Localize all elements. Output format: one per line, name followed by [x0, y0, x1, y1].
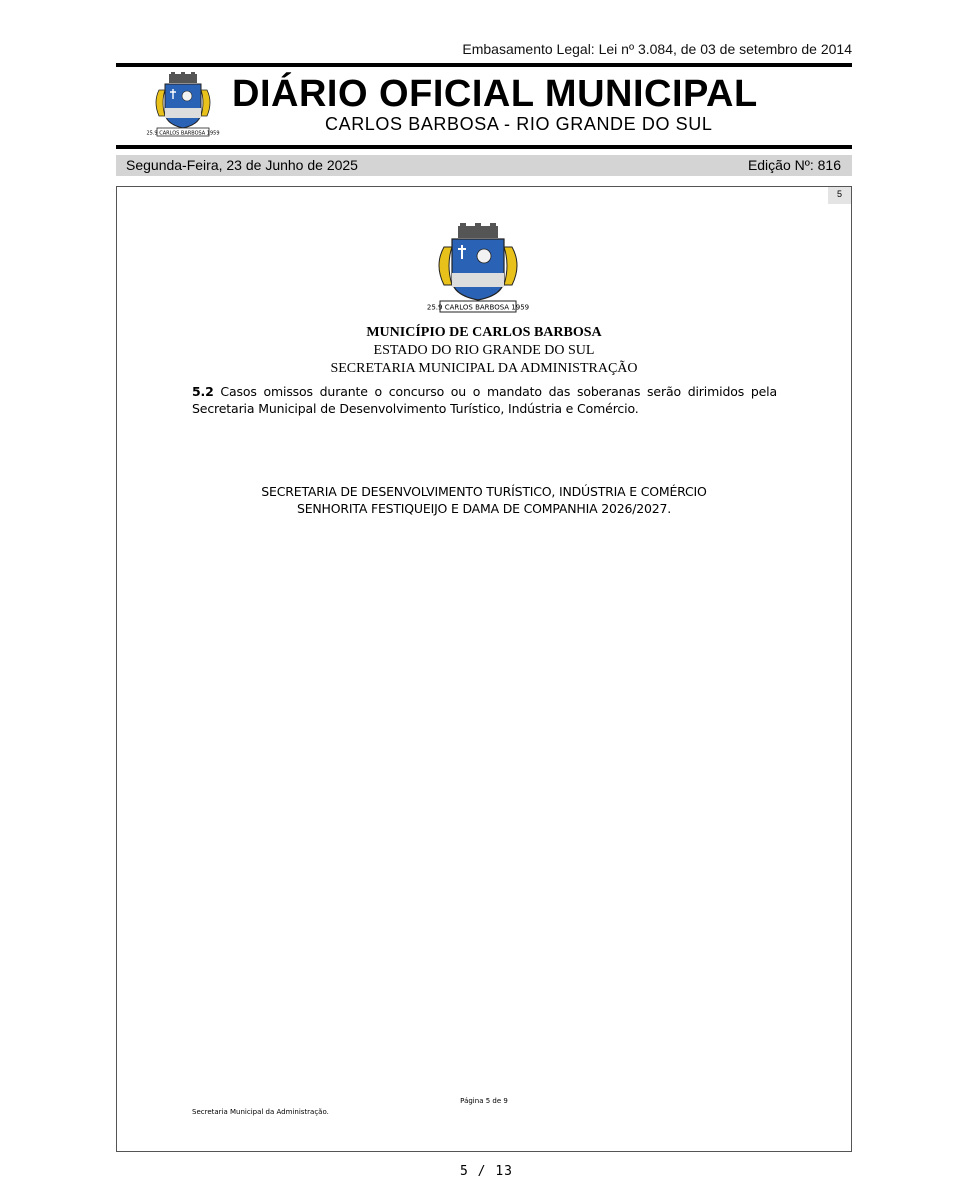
clause-number: 5.2 — [192, 384, 214, 399]
inner-page-number: Página 5 de 9 — [460, 1097, 508, 1105]
municipal-crest-icon — [426, 223, 530, 315]
legal-basis: Embasamento Legal: Lei nº 3.084, de 03 de setembro de 2014 — [462, 41, 852, 57]
document-page — [116, 186, 852, 1152]
clause-paragraph — [192, 383, 777, 417]
section-subtitle: SENHORITA FESTIQUEIJO E DAMA DE COMPANHIA 2026/2027. — [296, 501, 672, 516]
newspaper-subtitle: CARLOS BARBOSA - RIO GRANDE DO SUL — [325, 114, 713, 134]
clause-text: Casos omissos durante o concurso ou o mandato das soberanas serão dirimidos pela Secretaria Municipal de Desenvolvimento Turístico, Indústria e Comércio. — [192, 384, 777, 416]
viewer-page-indicator: 5 / 13 — [460, 1164, 513, 1179]
municipality-heading: MUNICÍPIO DE CARLOS BARBOSA — [366, 325, 602, 340]
masthead-rule-bottom — [116, 145, 852, 149]
issue-date: Segunda-Feira, 23 de Junho de 2025 — [126, 157, 358, 173]
masthead-rule-top — [116, 63, 852, 67]
municipal-crest-icon — [146, 72, 220, 140]
section-title: SECRETARIA DE DESENVOLVIMENTO TURÍSTICO, INDÚSTRIA E COMÉRCIO — [261, 484, 707, 499]
edition-number: Edição Nº: 816 — [747, 157, 841, 173]
dateline-bar — [116, 155, 852, 176]
page-badge: 5 — [828, 187, 851, 204]
state-heading: ESTADO DO RIO GRANDE DO SUL — [373, 343, 595, 358]
newspaper-title: DIÁRIO OFICIAL MUNICIPAL — [232, 73, 758, 115]
footer-department: Secretaria Municipal da Administração. — [192, 1108, 329, 1116]
department-heading: SECRETARIA MUNICIPAL DA ADMINISTRAÇÃO — [330, 361, 638, 376]
crest-banner-text: 25.9 CARLOS BARBOSA 1959 — [426, 303, 530, 312]
crest-banner-text: 25.9 CARLOS BARBOSA 1959 — [146, 130, 220, 137]
